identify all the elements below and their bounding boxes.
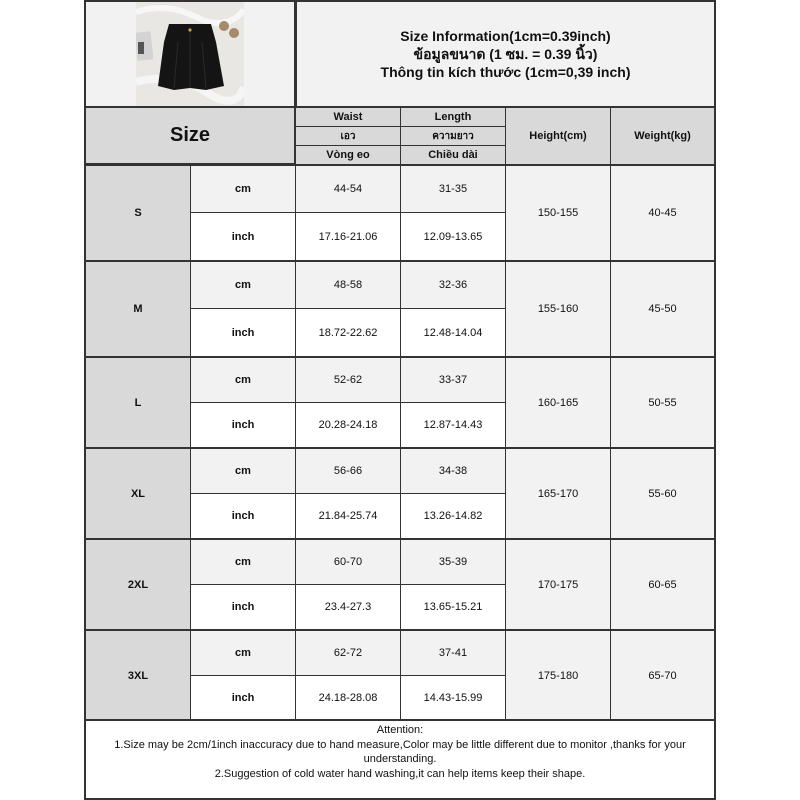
height-value: 175-180 (505, 629, 611, 721)
length-inch-value: 12.87-14.43 (400, 402, 506, 448)
length-cm-value: 34-38 (400, 447, 506, 494)
length-cm-value: 31-35 (400, 164, 506, 213)
length-inch-value: 12.09-13.65 (400, 212, 506, 261)
unit-inch-label: inch (190, 584, 296, 630)
attention-heading: Attention: (376, 724, 424, 736)
size-label: 2XL (84, 538, 191, 630)
length-inch-value: 13.65-15.21 (400, 584, 506, 630)
weight-value: 45-50 (610, 260, 716, 357)
waist-cm-value: 56-66 (295, 447, 401, 494)
unit-cm-label: cm (190, 538, 296, 585)
waist-inch-value: 21.84-25.74 (295, 493, 401, 539)
length-inch-value: 12.48-14.04 (400, 308, 506, 357)
length-cm-value: 32-36 (400, 260, 506, 309)
size-label: S (84, 164, 191, 261)
title-vietnamese: Thông tin kích thước (1cm=0,39 inch) (380, 64, 631, 80)
weight-value: 65-70 (610, 629, 716, 721)
length-header-th: ความยาว (400, 126, 506, 146)
waist-inch-value: 23.4-27.3 (295, 584, 401, 630)
length-cm-value: 37-41 (400, 629, 506, 676)
waist-cm-value: 60-70 (295, 538, 401, 585)
unit-cm-label: cm (190, 629, 296, 676)
unit-cm-label: cm (190, 447, 296, 494)
length-inch-value: 14.43-15.99 (400, 675, 506, 721)
unit-inch-label: inch (190, 402, 296, 448)
weight-value: 50-55 (610, 356, 716, 448)
length-header-en: Length (400, 107, 506, 127)
weight-value: 60-65 (610, 538, 716, 630)
unit-inch-label: inch (190, 308, 296, 357)
height-value: 160-165 (505, 356, 611, 448)
height-header: Height(cm) (505, 107, 611, 165)
waist-inch-value: 24.18-28.08 (295, 675, 401, 721)
weight-value: 40-45 (610, 164, 716, 261)
length-cm-value: 33-37 (400, 356, 506, 403)
unit-inch-label: inch (190, 212, 296, 261)
title-english: Size Information(1cm=0.39inch) (400, 28, 611, 44)
waist-cm-value: 48-58 (295, 260, 401, 309)
weight-header: Weight(kg) (610, 107, 716, 165)
size-header: Size (84, 106, 296, 165)
waist-header-th: เอว (295, 126, 401, 146)
size-info-title (295, 0, 716, 108)
attention-note-1: 1.Size may be 2cm/1inch inaccuracy due to hand measure,Color may be little different due to monitor ,thanks for your understanding. (114, 738, 686, 765)
attention-text (85, 721, 715, 799)
size-label: 3XL (84, 629, 191, 721)
product-photo (136, 2, 244, 106)
height-value: 150-155 (505, 164, 611, 261)
waist-cm-value: 62-72 (295, 629, 401, 676)
height-value: 165-170 (505, 447, 611, 539)
waist-header-vi: Vòng eo (295, 145, 401, 165)
unit-inch-label: inch (190, 493, 296, 539)
unit-cm-label: cm (190, 356, 296, 403)
waist-cm-value: 44-54 (295, 164, 401, 213)
unit-cm-label: cm (190, 260, 296, 309)
weight-value: 55-60 (610, 447, 716, 539)
unit-inch-label: inch (190, 675, 296, 721)
length-inch-value: 13.26-14.82 (400, 493, 506, 539)
size-label: M (84, 260, 191, 357)
height-value: 170-175 (505, 538, 611, 630)
length-cm-value: 35-39 (400, 538, 506, 585)
attention-note-2: 2.Suggestion of cold water hand washing,it can help items keep their shape. (214, 767, 586, 780)
length-header-vi: Chiều dài (400, 145, 506, 165)
waist-inch-value: 18.72-22.62 (295, 308, 401, 357)
waist-cm-value: 52-62 (295, 356, 401, 403)
waist-inch-value: 20.28-24.18 (295, 402, 401, 448)
waist-header-en: Waist (295, 107, 401, 127)
title-thai: ข้อมูลขนาด (1 ซม. = 0.39 นิ้ว) (413, 46, 598, 62)
size-label: XL (84, 447, 191, 539)
unit-cm-label: cm (190, 164, 296, 213)
waist-inch-value: 17.16-21.06 (295, 212, 401, 261)
size-label: L (84, 356, 191, 448)
height-value: 155-160 (505, 260, 611, 357)
black-pleated-shorts-photo-icon (136, 2, 244, 106)
